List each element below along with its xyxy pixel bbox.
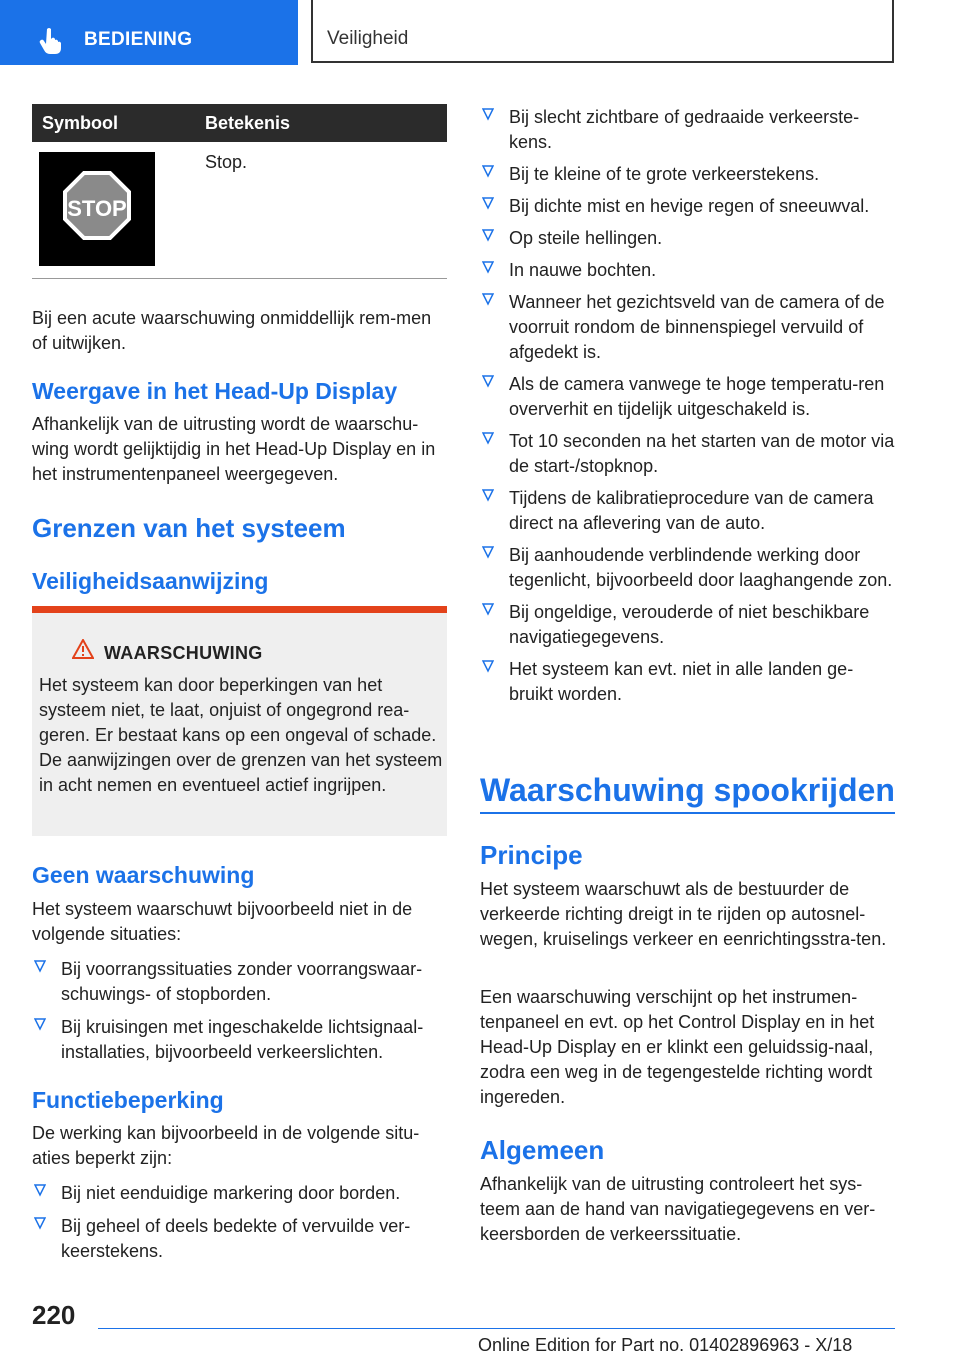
bullet-triangle-icon xyxy=(482,196,494,210)
list-item: Wanneer het gezichtsveld van de camera of de voorruit rondom de binnenspiegel vervuild of afgedekt is. xyxy=(480,290,895,365)
bullet-triangle-icon xyxy=(34,1017,46,1031)
table-header xyxy=(32,104,447,142)
tab-section-label: Veiligheid xyxy=(327,28,409,49)
warning-text: Het systeem kan door beperkingen van het systeem niet, te laat, onjuist of ongegrond rea-geren. Er bestaat kans op een ongeval of schade. De aanwijzingen over de grenzen van het systeem in acht nemen en eventueel actief ingrijpen. xyxy=(39,675,443,795)
no-warning-list xyxy=(32,957,447,1065)
list-item: Bij te kleine of te grote verkeerstekens. xyxy=(480,162,895,187)
list-item: Bij aanhoudende verblindende werking door tegenlicht, bijvoorbeeld door laaghangende zon. xyxy=(480,543,895,593)
principle-paragraph: Het systeem waarschuwt als de bestuurder de verkeerde richting dreigt in te rijden op autosnel-wegen, kruiselings verkeer en eenrichtingsstra-ten. xyxy=(480,879,887,949)
no-warning-paragraph: Het systeem waarschuwt bijvoorbeeld niet in de volgende situaties: xyxy=(32,899,413,944)
bullet-triangle-icon xyxy=(482,107,494,121)
bullet-triangle-icon xyxy=(482,488,494,502)
column-header-symbol: Symbool xyxy=(42,113,119,133)
column-header-meaning: Betekenis xyxy=(205,113,291,133)
hand-pointer-icon xyxy=(38,26,66,54)
warning-triangle-icon xyxy=(72,639,94,659)
tab-active-label: BEDIENING xyxy=(84,29,193,50)
bullet-triangle-icon xyxy=(482,260,494,274)
list-item: Bij ongeldige, verouderde of niet beschikbare navigatiegegevens. xyxy=(480,600,895,650)
principle-paragraph-2: Een waarschuwing verschijnt op het instrumen-tenpaneel en evt. op het Control Display en in het Head-Up Display en er klinkt een geluidssig-naal, zodra een weg in de tegengestelde richting wordt ingereden. xyxy=(480,987,875,1107)
bullet-triangle-icon xyxy=(482,374,494,388)
section-tab-safety[interactable] xyxy=(311,0,894,63)
list-item: Bij geheel of deels bedekte of vervuilde ver-keerstekens. xyxy=(32,1214,447,1264)
list-item: Bij dichte mist en hevige regen of sneeuwval. xyxy=(480,194,895,219)
general-paragraph: Afhankelijk van de uitrusting controleert het sys-teem aan de hand van navigatiegegevens en ver-keersborden de verkeerssituatie. xyxy=(480,1174,876,1244)
footer-rule xyxy=(98,1328,895,1329)
bullet-triangle-icon xyxy=(482,292,494,306)
list-item: Op steile hellingen. xyxy=(480,226,895,251)
warning-box xyxy=(32,606,447,836)
intro-paragraph: Bij een acute waarschuwing onmiddellijk rem-men of uitwijken. xyxy=(32,308,432,353)
limitation-paragraph: De werking kan bijvoorbeeld in de volgende situ-aties beperkt zijn: xyxy=(32,1123,420,1168)
warning-title: WAARSCHUWING xyxy=(104,643,263,663)
heading-general: Algemeen xyxy=(480,1135,605,1165)
limitation-list xyxy=(32,1181,447,1264)
meaning-text: Stop. xyxy=(205,152,248,172)
bullet-triangle-icon xyxy=(482,545,494,559)
list-item: Tot 10 seconden na het starten van de motor via de start-/stopknop. xyxy=(480,429,895,479)
list-item: Bij voorrangssituaties zonder voorrangswaar-schuwings- of stopborden. xyxy=(32,957,447,1007)
list-item: Het systeem kan evt. niet in alle landen ge-bruikt worden. xyxy=(480,657,895,707)
list-item: Bij kruisingen met ingeschakelde lichtsignaal-installaties, bijvoorbeeld verkeerslichten. xyxy=(32,1015,447,1065)
right-column-list xyxy=(480,105,895,707)
heading-function-limitation: Functiebeperking xyxy=(32,1087,224,1113)
list-item: Bij niet eenduidige markering door borden. xyxy=(32,1181,447,1206)
heading-underline xyxy=(480,812,895,814)
bullet-triangle-icon xyxy=(482,659,494,673)
heading-principle: Principe xyxy=(480,840,583,870)
bullet-triangle-icon xyxy=(482,602,494,616)
hud-paragraph: Afhankelijk van de uitrusting wordt de waarschu-wing wordt gelijktijdig in het Head-Up Display en in het instrumentenpaneel weergegeven. xyxy=(32,414,436,484)
list-item: In nauwe bochten. xyxy=(480,258,895,283)
heading-system-limits: Grenzen van het systeem xyxy=(32,513,346,543)
list-item: Bij slecht zichtbare of gedraaide verkeerste-kens. xyxy=(480,105,895,155)
bullet-triangle-icon xyxy=(34,959,46,973)
bullet-triangle-icon xyxy=(482,431,494,445)
bullet-triangle-icon xyxy=(34,1216,46,1230)
bullet-triangle-icon xyxy=(482,164,494,178)
list-item: Tijdens de kalibratieprocedure van de camera direct na aflevering van de auto. xyxy=(480,486,895,536)
stop-sign-icon xyxy=(39,152,155,266)
stop-sign-symbol xyxy=(39,152,155,266)
bullet-triangle-icon xyxy=(34,1183,46,1197)
bullet-triangle-icon xyxy=(482,228,494,242)
stop-sign-text: STOP xyxy=(67,196,127,221)
table-row xyxy=(32,142,447,279)
footer-edition: Online Edition for Part no. 01402896963 - X/18 xyxy=(478,1335,853,1355)
heading-safety-notice: Veiligheidsaanwijzing xyxy=(32,568,269,594)
page-number: 220 xyxy=(32,1300,76,1330)
heading-no-warning: Geen waarschuwing xyxy=(32,862,255,888)
heading-hud: Weergave in het Head-Up Display xyxy=(32,378,398,404)
section-tab-operation[interactable] xyxy=(0,0,298,65)
list-item: Als de camera vanwege te hoge temperatu-ren oververhit en tijdelijk uitgeschakeld is. xyxy=(480,372,895,422)
heading-wrong-way-warning: Waarschuwing spookrijden xyxy=(480,772,895,808)
symbol-table xyxy=(32,104,447,279)
